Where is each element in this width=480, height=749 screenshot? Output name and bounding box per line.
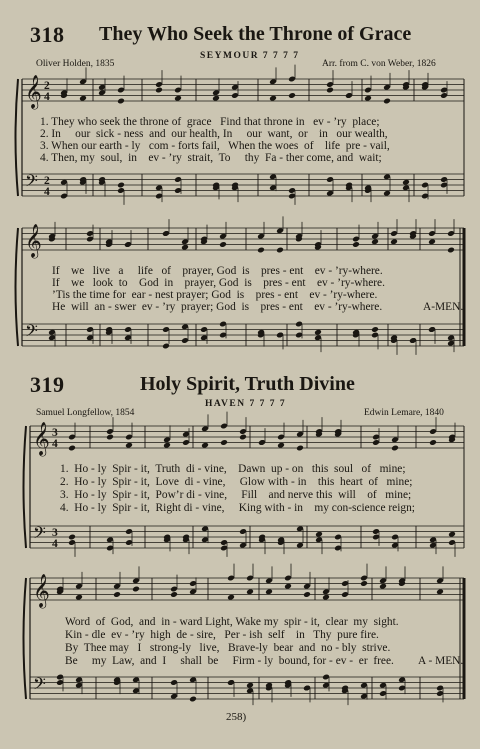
notehead	[257, 247, 265, 254]
treble-clef-icon: 𝄞	[25, 74, 42, 108]
hymn-title-318: They Who Seek the Throne of Grace	[99, 23, 412, 45]
time-signature: 2	[44, 175, 50, 187]
system-brace	[16, 79, 19, 196]
time-signature: 3	[52, 427, 58, 439]
verse-line: ’Tis the time for ear - nest prayer; God is pres - ent ev - ’ry-where.	[52, 289, 378, 301]
composer-credit-319: Edwin Lemare, 1840	[364, 408, 444, 418]
notehead	[113, 591, 121, 598]
verse-line: If we look to God in prayer, God is pres - ent ev - ’ry-where.	[52, 277, 385, 289]
bass-clef-icon: 𝄢	[33, 523, 46, 547]
verse-line: 2. Ho - ly Spir - it, Love di - vine, Glow with - in this heart of mine;	[60, 476, 413, 488]
hymn-number-319: 319	[30, 372, 65, 397]
author-credit-318: Oliver Holden, 1835	[36, 59, 115, 69]
bass-clef-icon: 𝄢	[25, 171, 38, 195]
verse-line: Kin - dle ev - ’ry high de - sire, Per - ish self in Thy pure fire.	[65, 629, 379, 641]
notehead	[170, 591, 178, 598]
bass-clef-icon: 𝄢	[33, 674, 46, 698]
notehead	[371, 326, 379, 333]
notehead	[288, 92, 296, 99]
time-signature: 4	[44, 186, 50, 198]
amen-label: A - MEN.	[418, 655, 464, 667]
time-signature: 4	[44, 91, 50, 103]
notehead	[68, 445, 76, 452]
time-signature: 4	[52, 438, 58, 450]
time-signature: 4	[52, 538, 58, 550]
verse-line: By Thee may I strong-ly live, Brave-ly bear and no - bly strive.	[65, 642, 391, 654]
notehead	[383, 98, 391, 105]
verse-line: 1. Ho - ly Spir - it, Truth di - vine, Dawn up - on this soul of mine;	[60, 463, 406, 475]
hymn-number-318: 318	[30, 22, 65, 47]
notehead	[106, 434, 114, 441]
notehead	[132, 586, 140, 593]
notehead	[391, 445, 399, 452]
notehead	[219, 241, 227, 248]
notehead	[68, 534, 76, 541]
tune-name-318: SEYMOUR 7 7 7 7	[200, 51, 300, 61]
notehead	[447, 247, 455, 254]
verse-line: 4. Ho - ly Spir - it, Right di - vine, King with - in my con-science reign;	[60, 502, 415, 514]
verse-line: 4. Then, my soul, in ev - ’ry strait, To thy Fa - ther come, and wait;	[40, 152, 382, 164]
treble-clef-icon: 𝄞	[33, 421, 50, 455]
verse-line: 1. They who seek the throne of grace Find that throne in ev - ’ry place;	[40, 116, 380, 128]
bass-clef-icon: 𝄢	[25, 321, 38, 345]
notehead	[117, 98, 125, 105]
hymn-title-319: Holy Spirit, Truth Divine	[140, 373, 355, 395]
notehead	[239, 434, 247, 441]
amen-label: A-MEN.	[423, 301, 464, 313]
system-brace	[16, 228, 19, 346]
notehead	[155, 87, 163, 94]
author-credit-319: Samuel Longfellow, 1854	[36, 408, 135, 418]
verse-line: Be my Law, and I shall be Firm - ly bound, for - ev - er free.	[65, 655, 394, 667]
notehead	[117, 182, 125, 189]
notehead	[352, 241, 360, 248]
notehead	[303, 591, 311, 598]
tune-name-319: HAVEN 7 7 7 7	[205, 399, 287, 409]
verse-line: Word of God, and in - ward Light, Wake my spir - it, clear my sight.	[65, 616, 399, 628]
notehead	[276, 247, 284, 254]
notehead	[296, 445, 304, 452]
time-signature: 2	[44, 80, 50, 92]
verse-line: He will an - swer ev - ’ry prayer; God is pres - ent ev - ’ry-where.	[52, 301, 383, 313]
treble-clef-icon: 𝄞	[33, 573, 50, 607]
notehead	[220, 439, 228, 446]
notehead	[429, 439, 437, 446]
page-number: 258)	[226, 711, 247, 723]
verse-line: 2. In our sick - ness and our health, In our want, or in our wealth,	[40, 128, 388, 140]
verse-line: If we live a life of prayer, God is pres - ent ev - ’ry-where.	[52, 265, 383, 277]
system-brace	[24, 426, 27, 548]
time-signature: 3	[52, 527, 58, 539]
notehead	[360, 580, 368, 587]
verse-line: 3. Ho - ly Spir - it, Pow’r di - vine, Fill and nerve this will of mine;	[60, 489, 412, 501]
arranger-credit-318: Arr. from C. von Weber, 1826	[322, 59, 436, 69]
verse-line: 3. When our earth - ly com - forts fail, When the woes of life pre - vail,	[40, 140, 390, 152]
notehead	[189, 696, 197, 703]
notehead	[326, 87, 334, 94]
treble-clef-icon: 𝄞	[25, 223, 42, 257]
system-brace	[24, 578, 27, 699]
